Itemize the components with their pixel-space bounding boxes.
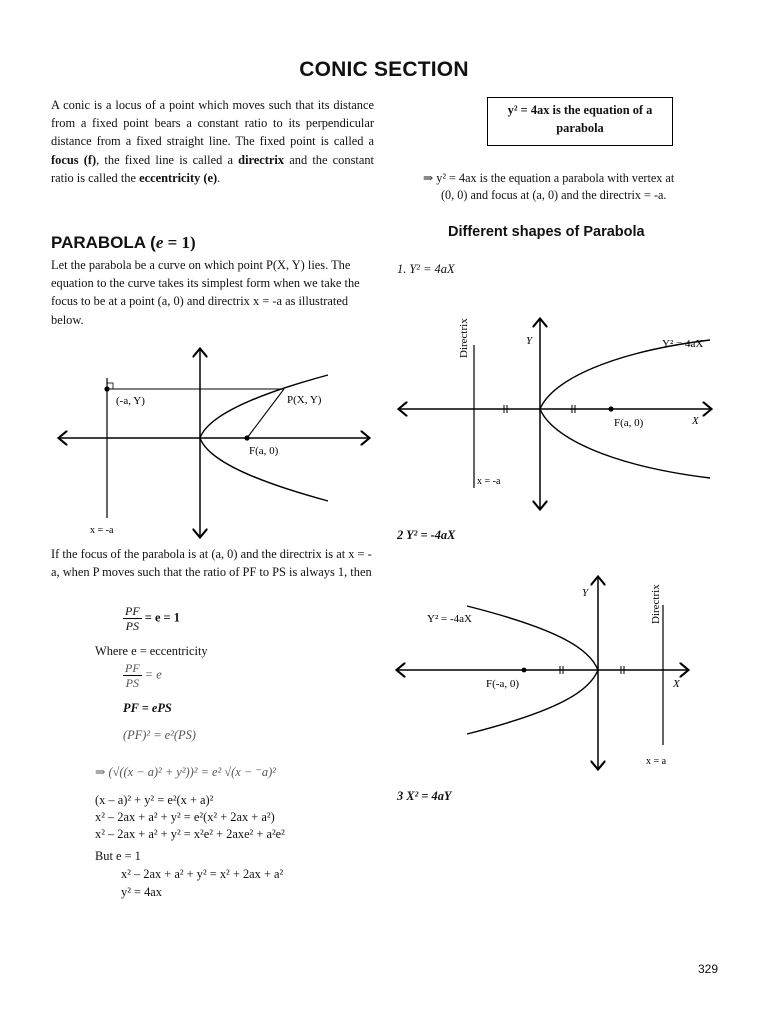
eq2-rhs: = e <box>144 667 162 682</box>
shape1-label: 1. Y² = 4aX <box>397 262 455 276</box>
shape3-label: 3 X² = 4aY <box>397 789 452 803</box>
shape2-directrix-eq: x = a <box>646 756 667 767</box>
intro-focus-term: focus (f) <box>51 152 97 167</box>
fig1-label-directrix: x = -a <box>90 525 114 536</box>
shapes-heading: Different shapes of Parabola <box>448 224 645 240</box>
derivation-eq10: x² – 2ax + a² + y² = x² + 2ax + a² <box>121 867 284 881</box>
shape2-x-label: X <box>673 678 680 690</box>
implies-line-1: ⇒ y² = 4ax is the equation a parabola with vertex at <box>423 171 675 185</box>
eq2-denominator: PS <box>125 676 139 690</box>
derivation-eq8: x² – 2ax + a² + y² = x²e² + 2axe² + a²e² <box>95 827 285 841</box>
shape1-figure <box>392 290 722 515</box>
boxed-line-1: y² = 4ax is the equation of a <box>507 103 653 117</box>
shape2-figure <box>392 570 722 775</box>
eq1-denominator: PS <box>125 619 139 633</box>
intro-directrix-term: directrix <box>238 152 285 167</box>
intro-text-3: and the constant ratio is called the <box>51 152 374 185</box>
intro-text-4: . <box>217 170 221 185</box>
implies-line-2: (0, 0) and focus at (a, 0) and the directrix = -a. <box>441 188 667 202</box>
shape2-y-label: Y <box>582 587 589 599</box>
derivation-eq5: ⇒ (√((x − a)² + y²))² = e² √(x − ⁻a)² <box>95 765 276 779</box>
boxed-line-2: parabola <box>556 121 604 135</box>
derivation-where: Where e = eccentricity <box>95 644 208 658</box>
shape1-focus-point <box>608 406 613 411</box>
eq2-numerator: PF <box>125 661 140 675</box>
derivation-paragraph: If the focus of the parabola is at (a, 0) and the directrix is at x = -a, when P moves such that the ratio of PF to PS is always 1, then <box>51 547 372 580</box>
shape1-y-label: Y <box>526 335 533 347</box>
shape1-directrix-label: Directrix <box>458 318 470 358</box>
shape2-focus-label: F(-a, 0) <box>486 678 519 690</box>
fig1-pf-line <box>247 389 284 438</box>
shape1-curve-label: Y² = 4aX <box>662 338 704 350</box>
fig1-label-p: P(X, Y) <box>287 394 322 406</box>
derivation-eq7: x² – 2ax + a² + y² = e²(x² + 2ax + a²) <box>95 810 275 824</box>
page-title: CONIC SECTION <box>299 58 469 81</box>
parabola-heading-tail: = 1) <box>163 233 196 252</box>
shape2-label: 2 Y² = -4aX <box>397 528 456 542</box>
shape1-x-label: X <box>692 415 699 427</box>
derivation-eq4: (PF)² = e²(PS) <box>123 728 196 742</box>
derivation-eq1 <box>123 604 180 633</box>
shape1-directrix-eq: x = -a <box>477 476 501 487</box>
parabola-heading-word: PARABOLA ( <box>51 233 156 252</box>
derivation-eq6: (x – a)² + y² = e²(x + a)² <box>95 793 214 807</box>
parabola-heading-e: e <box>155 233 164 252</box>
parabola-figure-1 <box>50 340 380 545</box>
derivation-eq11: y² = 4ax <box>121 885 162 899</box>
intro-text-1: A conic is a locus of a point which moves such that its distance from a fixed point bears a constant ratio to its perpendicular distance from a fixed straight line. The fixed point is called a <box>51 98 374 149</box>
intro-paragraph <box>51 96 374 187</box>
intro-eccentricity-term: eccentricity (e) <box>139 170 218 185</box>
eq1-rhs: = e = 1 <box>144 610 180 625</box>
page-number: 329 <box>698 962 719 976</box>
fig1-point-f <box>244 435 249 440</box>
shape2-focus-point <box>522 668 527 673</box>
derivation-eq2 <box>123 661 162 690</box>
parabola-paragraph: Let the parabola be a curve on which point P(X, Y) lies. The equation to the curve takes its simplest form when we take the focus to be at a point (a, 0) and directrix x = -a as illustrated below. <box>51 258 360 327</box>
shape2-directrix-label: Directrix <box>650 584 662 624</box>
eq1-numerator: PF <box>125 604 140 618</box>
derivation-eq3: PF = ePS <box>123 701 172 715</box>
parabola-equation-box <box>487 97 673 146</box>
fig1-label-s: (-a, Y) <box>116 395 145 407</box>
derivation-eq9: But e = 1 <box>95 849 141 863</box>
fig1-point-s <box>104 386 109 391</box>
fig1-label-f: F(a, 0) <box>249 445 279 457</box>
parabola-heading <box>51 233 196 253</box>
shape1-focus-label: F(a, 0) <box>614 417 644 429</box>
shape2-curve-label: Y² = -4aX <box>427 613 472 625</box>
intro-text-2: , the fixed line is called a <box>96 152 239 167</box>
